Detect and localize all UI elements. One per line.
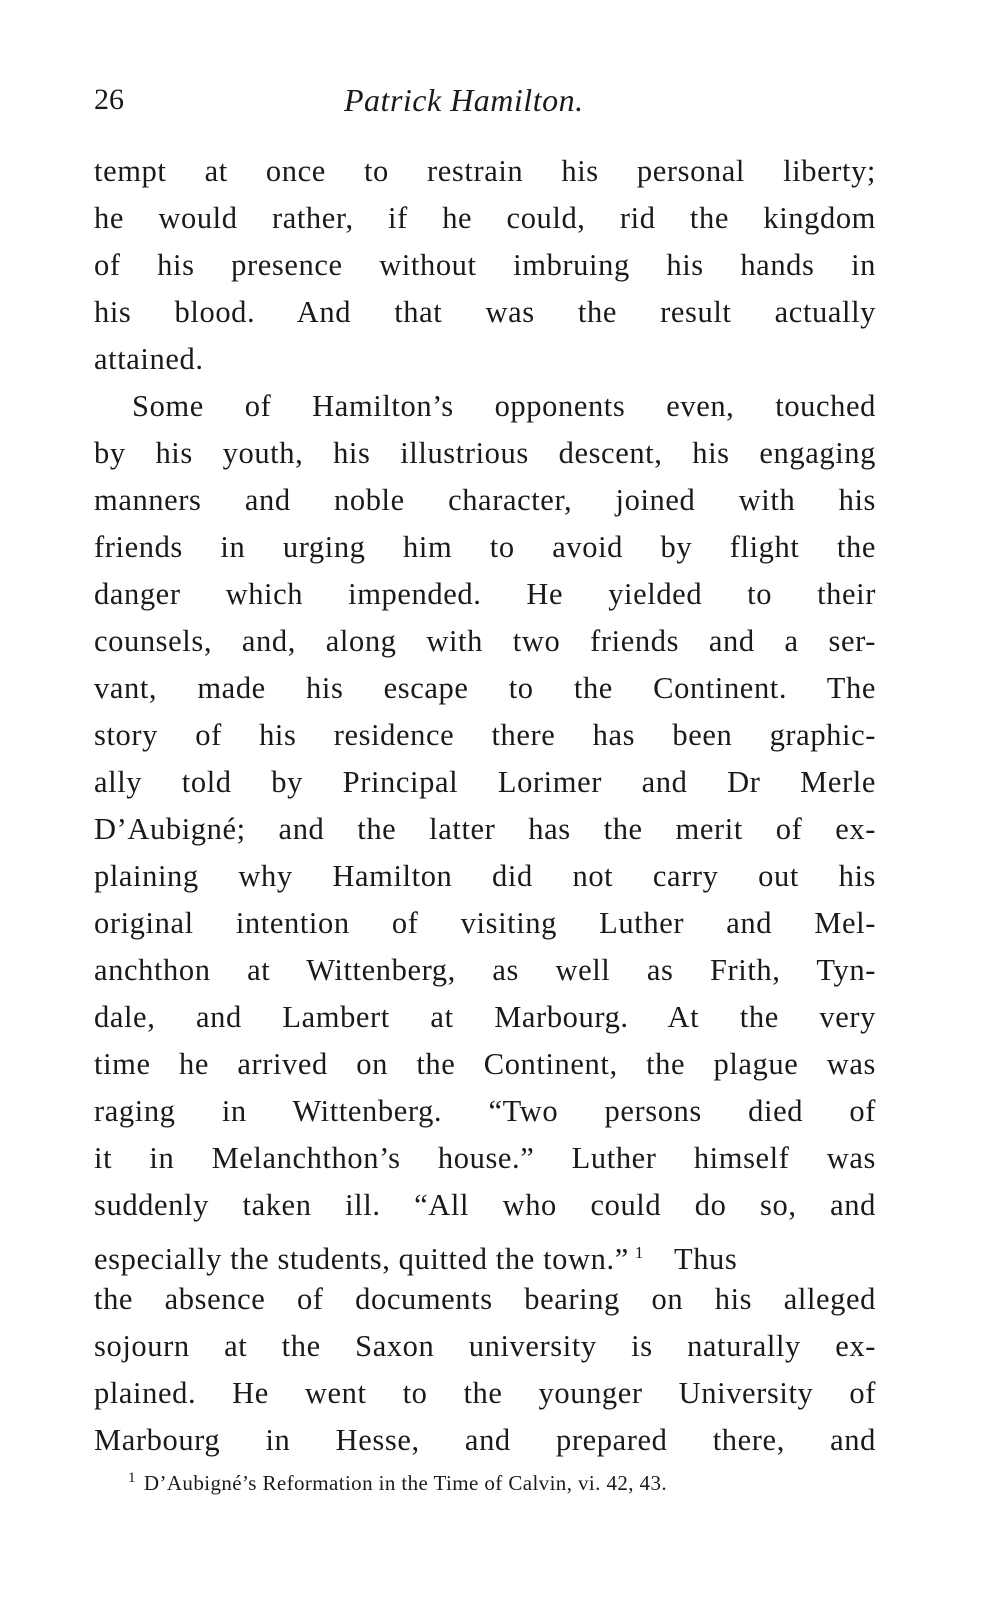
text-line: D’Aubigné; and the latter has the merit of ex- [94, 812, 876, 846]
text-line: plained. He went to the younger University of [94, 1376, 876, 1410]
footnote-marker: 1 [128, 1470, 136, 1486]
text-line: by his youth, his illustrious descent, his engaging [94, 436, 876, 470]
footnote [128, 1462, 667, 1499]
text-line: it in Melanchthon’s house.” Luther himself was [94, 1141, 876, 1175]
text-line: he would rather, if he could, rid the kingdom [94, 201, 876, 235]
text-line: original intention of visiting Luther and Mel- [94, 906, 876, 940]
text-line: counsels, and, along with two friends and a ser- [94, 624, 876, 658]
text-line: sojourn at the Saxon university is naturally ex- [94, 1329, 876, 1363]
text-line: Marbourg in Hesse, and prepared there, and [94, 1423, 876, 1457]
page-header [94, 78, 876, 128]
text-line: Some of Hamilton’s opponents even, touched [132, 389, 876, 423]
text-line: ally told by Principal Lorimer and Dr Merle [94, 765, 876, 799]
text-line: friends in urging him to avoid by flight the [94, 530, 876, 564]
footnote-reference: 1 [634, 1243, 644, 1262]
text-line: danger which impended. He yielded to their [94, 577, 876, 611]
text-line: of his presence without imbruing his hands in [94, 248, 876, 282]
body-text [94, 148, 876, 1464]
text-line: suddenly taken ill. “All who could do so, and [94, 1188, 876, 1222]
running-title: Patrick Hamilton. [344, 82, 584, 118]
text-line: vant, made his escape to the Continent. The [94, 671, 876, 705]
text-line: attained. [94, 342, 204, 376]
text-line: plaining why Hamilton did not carry out his [94, 859, 876, 893]
text-line: the absence of documents bearing on his alleged [94, 1282, 876, 1316]
text-line-with-footnote-ref [94, 1229, 876, 1276]
text-line: anchthon at Wittenberg, as well as Frith, Tyn- [94, 953, 876, 987]
text-line: time he arrived on the Continent, the plague was [94, 1047, 876, 1081]
text-line: raging in Wittenberg. “Two persons died of [94, 1094, 876, 1128]
line-tail: Thus [673, 1242, 738, 1277]
page-number: 26 [94, 83, 124, 116]
text-line: dale, and Lambert at Marbourg. At the very [94, 1000, 876, 1034]
line-text: especially the students, quitted the town.” [94, 1242, 629, 1277]
text-line: story of his residence there has been graphic- [94, 718, 876, 752]
text-line: his blood. And that was the result actually [94, 295, 876, 329]
text-line: manners and noble character, joined with his [94, 483, 876, 517]
footnote-text: D’Aubigné’s Reformation in the Time of Calvin, vi. 42, 43. [143, 1471, 667, 1495]
text-line: tempt at once to restrain his personal liberty; [94, 154, 876, 188]
